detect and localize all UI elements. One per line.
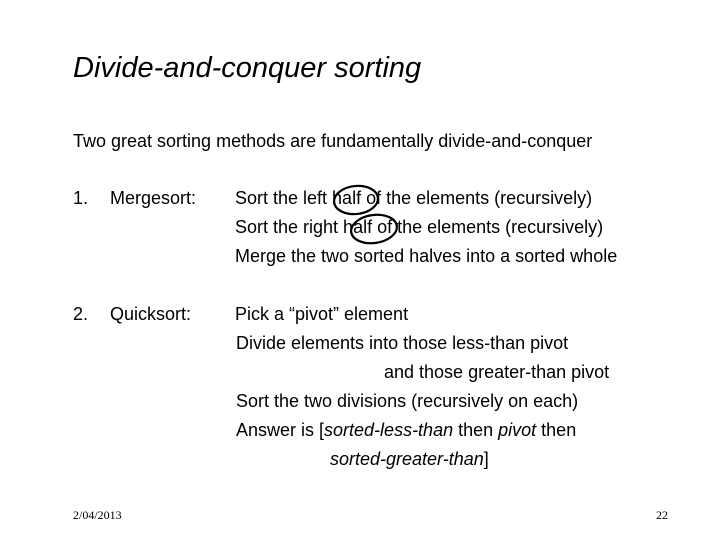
quicksort-step-2: Divide elements into those less-than pivot	[236, 333, 569, 353]
slide-number: 22	[656, 508, 668, 522]
answer-then-1: then	[453, 420, 499, 440]
answer-suffix: ]	[483, 449, 489, 469]
quicksort-answer-continued	[330, 448, 489, 470]
answer-prefix: Answer is [	[236, 420, 325, 440]
quicksort-label: Quicksort:	[110, 304, 192, 324]
quicksort-step-1: Pick a “pivot” element	[235, 304, 409, 324]
footer-date: 2/04/2013	[73, 508, 122, 522]
quicksort-step-2-continued: and those greater-than pivot	[384, 362, 610, 382]
answer-term-less-than: sorted-less-than	[324, 420, 454, 440]
quicksort-number: 2.	[73, 304, 89, 324]
mergesort-number: 1.	[73, 188, 89, 208]
mergesort-step-1: Sort the left half of the elements (recursively)	[235, 188, 593, 208]
quicksort-step-3: Sort the two divisions (recursively on each)	[236, 391, 579, 411]
mergesort-step-2: Sort the right half of the elements (recursively)	[235, 217, 604, 237]
answer-then-2: then	[536, 420, 577, 440]
answer-term-pivot: pivot	[498, 420, 537, 440]
answer-term-greater-than: sorted-greater-than	[330, 449, 484, 469]
slide-title: Divide-and-conquer sorting	[73, 52, 422, 84]
quicksort-answer-line	[236, 419, 576, 441]
intro-text: Two great sorting methods are fundamentally divide-and-conquer	[73, 131, 593, 151]
mergesort-label: Mergesort:	[110, 188, 197, 208]
mergesort-step-3: Merge the two sorted halves into a sorted whole	[235, 246, 618, 266]
